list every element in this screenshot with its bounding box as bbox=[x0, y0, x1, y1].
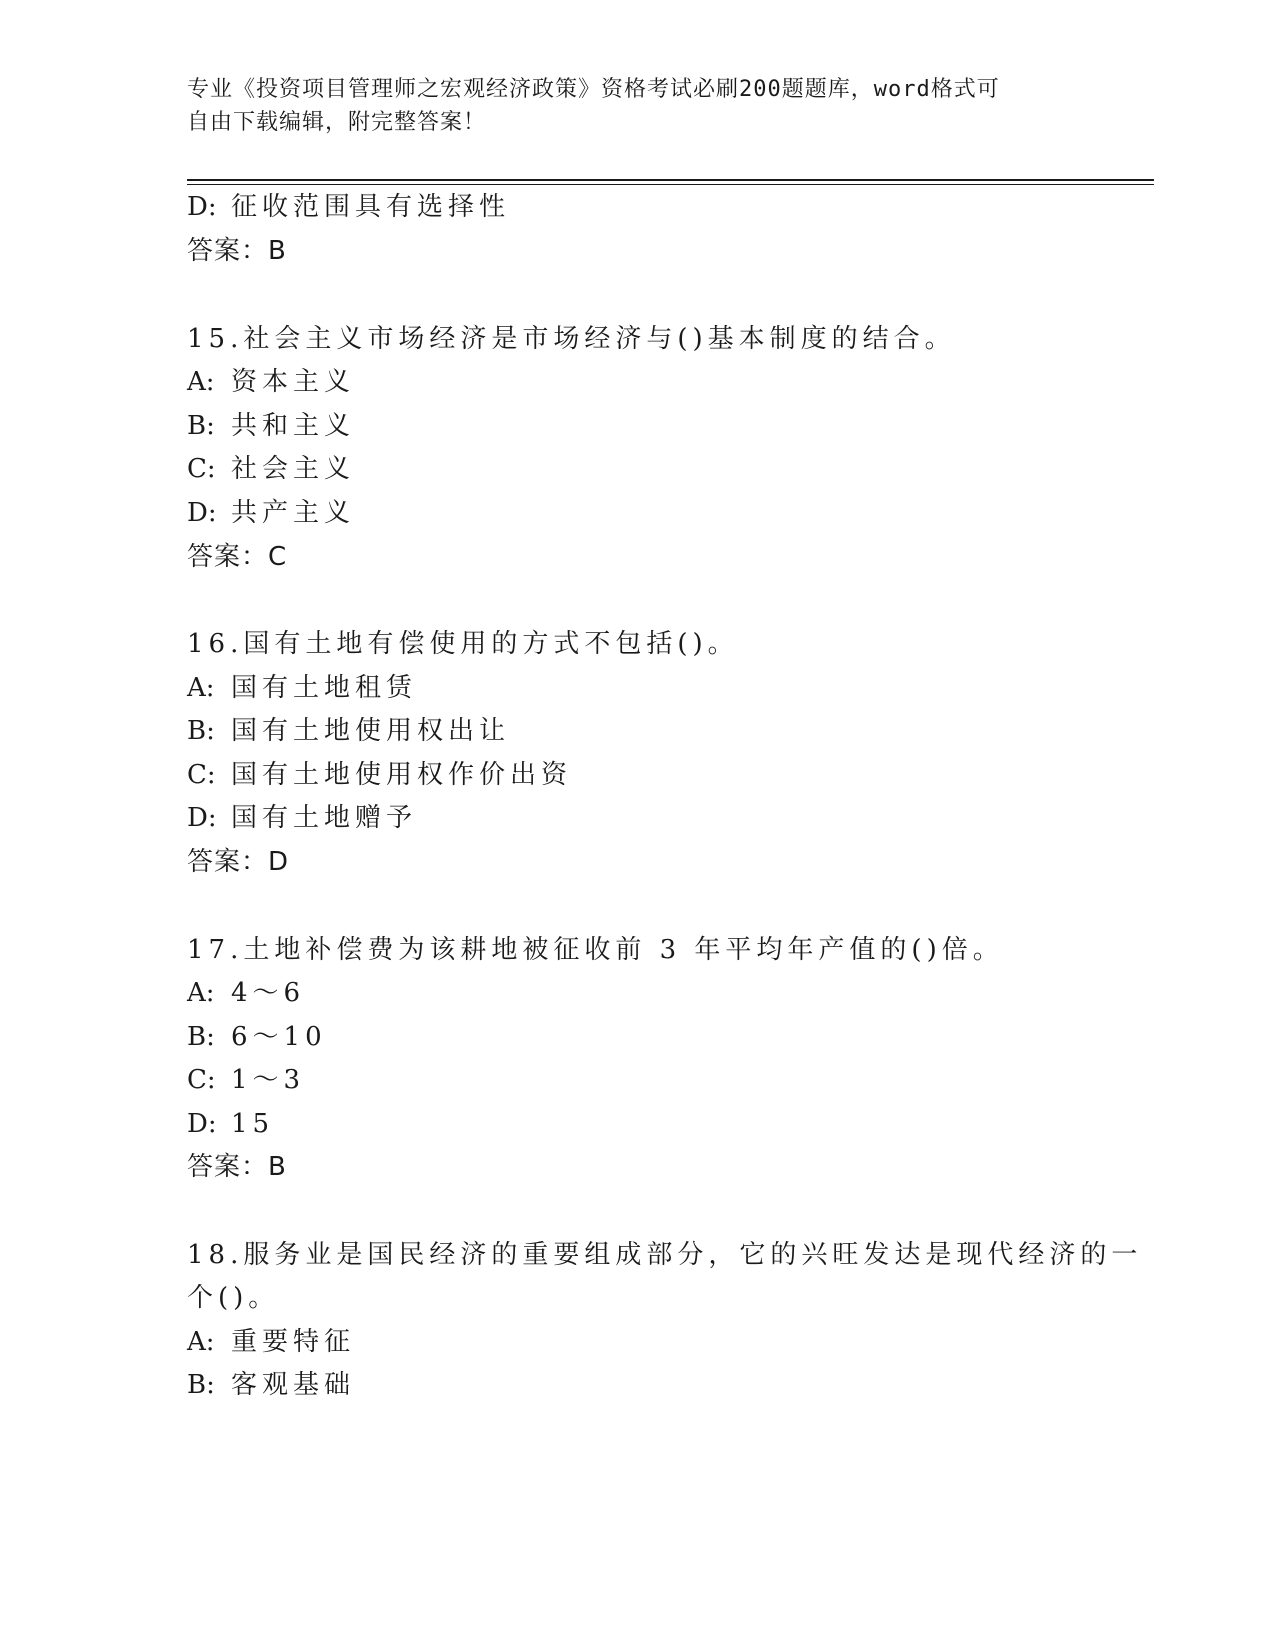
option-letter: B: bbox=[187, 716, 215, 746]
q18-stem-line-2: 个()。 bbox=[187, 1283, 280, 1313]
option-letter: D: bbox=[187, 192, 217, 222]
option-letter: D: bbox=[187, 803, 217, 833]
option-text: 共和主义 bbox=[231, 411, 356, 441]
header-line-1: 专业《投资项目管理师之宏观经济政策》资格考试必刷200题题库，word格式可 bbox=[187, 77, 1000, 102]
q16-option-c bbox=[187, 758, 572, 792]
option-text: 资本主义 bbox=[231, 367, 356, 397]
option-letter: B: bbox=[187, 1022, 215, 1052]
q16-option-d bbox=[187, 801, 417, 835]
q17-answer: 答案：B bbox=[187, 1152, 287, 1182]
q15-option-d bbox=[187, 496, 355, 530]
option-letter: A: bbox=[187, 978, 215, 1008]
q16-option-b bbox=[187, 714, 510, 748]
option-text: 国有土地租赁 bbox=[231, 673, 418, 703]
q15-stem: 15.社会主义市场经济是市场经济与()基本制度的结合。 bbox=[187, 324, 956, 354]
option-text: 1～3 bbox=[231, 1065, 306, 1095]
option-text: 国有土地使用权出让 bbox=[231, 716, 511, 746]
option-text: 社会主义 bbox=[231, 454, 356, 484]
header-divider-thick bbox=[187, 179, 1154, 181]
option-text: 征收范围具有选择性 bbox=[231, 192, 511, 222]
option-letter: D: bbox=[187, 498, 217, 528]
option-text: 重要特征 bbox=[231, 1327, 356, 1357]
q15-option-c bbox=[187, 452, 355, 486]
option-letter: C: bbox=[187, 454, 216, 484]
q15-answer: 答案：C bbox=[187, 542, 288, 572]
option-text: 国有土地赠予 bbox=[231, 803, 418, 833]
option-letter: D: bbox=[187, 1109, 217, 1139]
q17-option-b bbox=[187, 1020, 327, 1054]
option-text: 4～6 bbox=[231, 978, 306, 1008]
document-header bbox=[187, 73, 1067, 139]
q16-option-a bbox=[187, 671, 417, 705]
option-letter: C: bbox=[187, 760, 216, 790]
q18-stem-line-1: 18.服务业是国民经济的重要组成部分，它的兴旺发达是现代经济的一 bbox=[187, 1240, 1143, 1270]
q17-stem: 17.土地补偿费为该耕地被征收前 3 年平均年产值的()倍。 bbox=[187, 935, 1004, 965]
q15-option-b bbox=[187, 409, 355, 443]
q17-option-a bbox=[187, 976, 305, 1010]
option-letter: C: bbox=[187, 1065, 216, 1095]
header-divider-thin bbox=[187, 184, 1154, 185]
option-letter: B: bbox=[187, 1370, 215, 1400]
option-text: 6～10 bbox=[231, 1022, 327, 1052]
q14-option-d bbox=[187, 190, 510, 224]
q18-option-a bbox=[187, 1325, 355, 1359]
q17-option-c bbox=[187, 1063, 305, 1097]
option-letter: A: bbox=[187, 367, 215, 397]
q17-option-d bbox=[187, 1107, 274, 1141]
q16-answer: 答案：D bbox=[187, 847, 290, 877]
option-letter: A: bbox=[187, 1327, 215, 1357]
q16-stem: 16.国有土地有偿使用的方式不包括()。 bbox=[187, 629, 739, 659]
option-text: 15 bbox=[231, 1109, 275, 1139]
header-line-2: 自由下载编辑，附完整答案！ bbox=[187, 110, 487, 135]
option-text: 客观基础 bbox=[231, 1370, 356, 1400]
option-text: 国有土地使用权作价出资 bbox=[231, 760, 573, 790]
q14-answer: 答案：B bbox=[187, 236, 287, 266]
option-letter: B: bbox=[187, 411, 215, 441]
option-letter: A: bbox=[187, 673, 215, 703]
option-text: 共产主义 bbox=[231, 498, 356, 528]
q15-option-a bbox=[187, 365, 355, 399]
q18-option-b bbox=[187, 1368, 355, 1402]
